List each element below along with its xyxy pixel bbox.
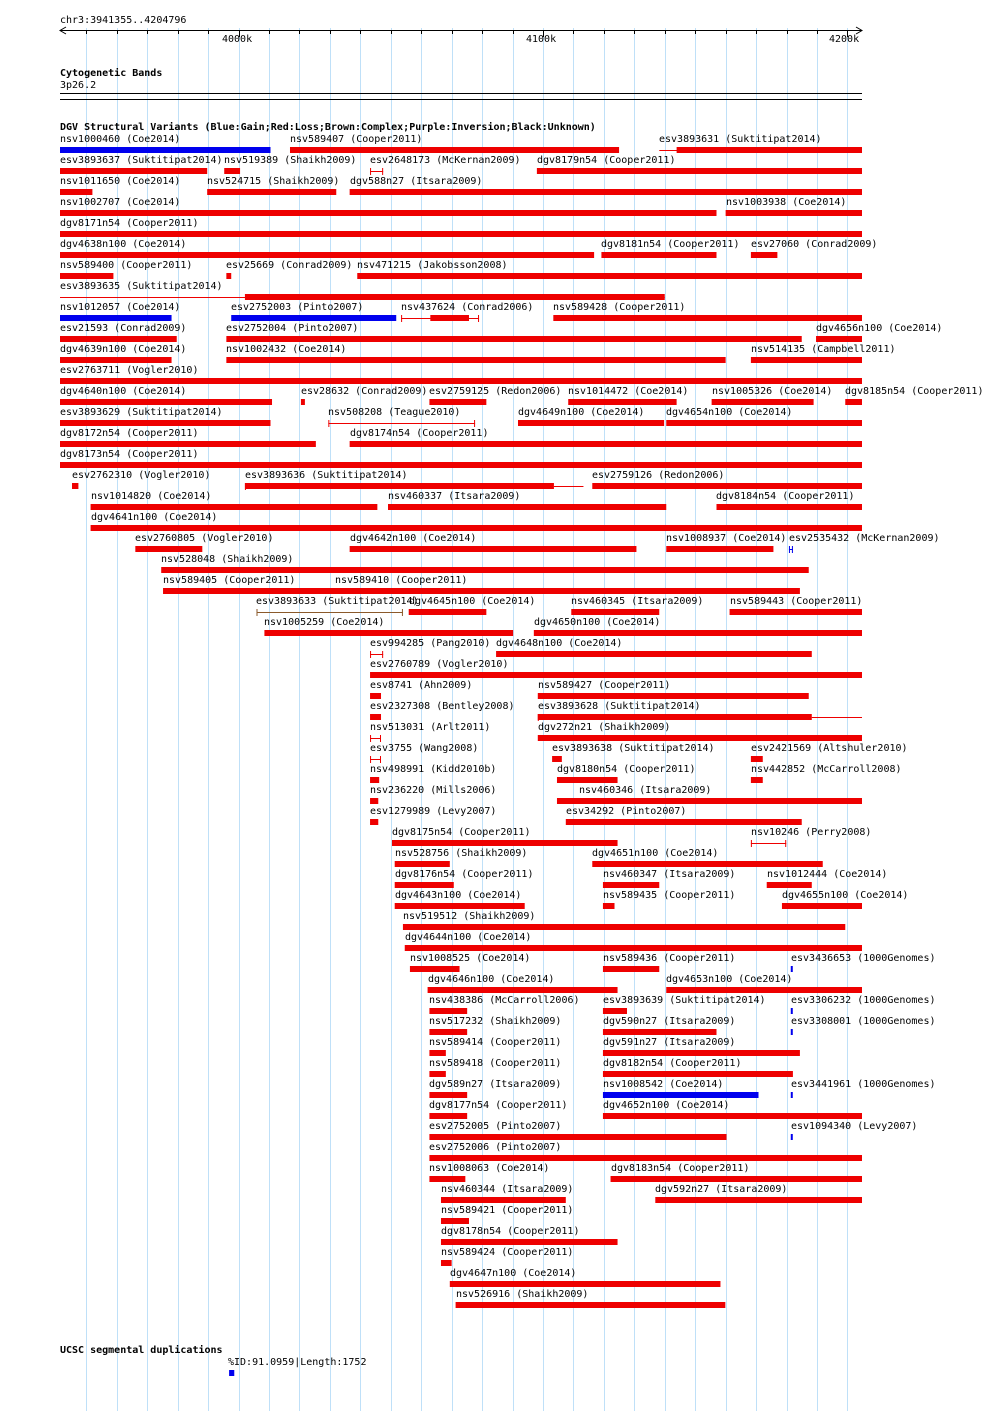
variant-label[interactable]: nsv442852 (McCarroll2008) bbox=[751, 764, 902, 775]
variant-label[interactable]: esv3308001 (1000Genomes) bbox=[791, 1016, 936, 1027]
variant-label[interactable]: dgv4645n100 (Coe2014) bbox=[409, 596, 536, 607]
variant-label[interactable]: dgv8180n54 (Cooper2011) bbox=[557, 764, 696, 775]
variant-label[interactable]: dgv8171n54 (Cooper2011) bbox=[60, 218, 199, 229]
variant-label[interactable]: nsv471215 (Jakobsson2008) bbox=[357, 260, 508, 271]
variant-label[interactable]: dgv8183n54 (Cooper2011) bbox=[611, 1163, 750, 1174]
variant-label[interactable]: nsv526916 (Shaikh2009) bbox=[456, 1289, 589, 1300]
variant-label[interactable]: nsv589421 (Cooper2011) bbox=[441, 1205, 574, 1216]
variant-label[interactable]: esv3893636 (Suktitipat2014) bbox=[245, 470, 408, 481]
variant-label[interactable]: nsv1002432 (Coe2014) bbox=[226, 344, 347, 355]
locus-label: chr3:3941355..4204796 bbox=[60, 15, 187, 26]
segdup-feature-label: %ID:91.0959|Length:1752 bbox=[228, 1357, 367, 1368]
variant-label[interactable]: dgv4638n100 (Coe2014) bbox=[60, 239, 187, 250]
variant-label[interactable]: dgv8175n54 (Cooper2011) bbox=[392, 827, 531, 838]
variant-label[interactable]: esv3436653 (1000Genomes) bbox=[791, 953, 936, 964]
variant-label[interactable]: nsv498991 (Kidd2010b) bbox=[370, 764, 497, 775]
variant-label[interactable]: esv2762310 (Vogler2010) bbox=[72, 470, 211, 481]
variant-label[interactable]: nsv589435 (Cooper2011) bbox=[603, 890, 736, 901]
variant-label[interactable]: esv3893637 (Suktitipat2014) bbox=[60, 155, 223, 166]
variant-label[interactable]: esv27060 (Conrad2009) bbox=[751, 239, 878, 250]
variant-label[interactable]: esv2648173 (McKernan2009) bbox=[370, 155, 521, 166]
variant-label[interactable]: nsv460345 (Itsara2009) bbox=[571, 596, 704, 607]
variant-label[interactable]: esv2759125 (Redon2006) bbox=[429, 386, 562, 397]
variant-label[interactable]: dgv4656n100 (Coe2014) bbox=[816, 323, 943, 334]
variant-label[interactable]: nsv513031 (Arlt2011) bbox=[370, 722, 491, 733]
variant-label[interactable]: nsv1011650 (Coe2014) bbox=[60, 176, 181, 187]
variant-label[interactable]: nsv589436 (Cooper2011) bbox=[603, 953, 736, 964]
variant-label[interactable]: esv28632 (Conrad2009) bbox=[301, 386, 428, 397]
variant-label[interactable]: nsv589428 (Cooper2011) bbox=[553, 302, 686, 313]
variant-label[interactable]: nsv437624 (Conrad2006) bbox=[401, 302, 534, 313]
variant-label[interactable]: nsv589427 (Cooper2011) bbox=[538, 680, 671, 691]
variant-label[interactable]: nsv519389 (Shaikh2009) bbox=[224, 155, 357, 166]
variant-label[interactable]: esv3893633 (Suktitipat2014) bbox=[256, 596, 419, 607]
variant-label[interactable]: esv1279989 (Levy2007) bbox=[370, 806, 497, 817]
variant-label[interactable]: dgv4644n100 (Coe2014) bbox=[405, 932, 532, 943]
variant-label[interactable]: dgv4640n100 (Coe2014) bbox=[60, 386, 187, 397]
variant-label[interactable]: nsv589443 (Cooper2011) bbox=[730, 596, 863, 607]
variant-label[interactable]: esv2760789 (Vogler2010) bbox=[370, 659, 509, 670]
variant-label[interactable]: dgv4655n100 (Coe2014) bbox=[782, 890, 909, 901]
variant-label[interactable]: dgv4648n100 (Coe2014) bbox=[496, 638, 623, 649]
variant-label[interactable]: dgv4652n100 (Coe2014) bbox=[603, 1100, 730, 1111]
variant-label[interactable]: esv3441961 (1000Genomes) bbox=[791, 1079, 936, 1090]
variant-label[interactable]: dgv592n27 (Itsara2009) bbox=[655, 1184, 788, 1195]
variant-label[interactable]: nsv460344 (Itsara2009) bbox=[441, 1184, 574, 1195]
variant-label[interactable]: esv3893638 (Suktitipat2014) bbox=[552, 743, 715, 754]
variant-label[interactable]: esv2752006 (Pinto2007) bbox=[429, 1142, 562, 1153]
variant-label[interactable]: esv2421569 (Altshuler2010) bbox=[751, 743, 908, 754]
variant-label[interactable]: dgv4642n100 (Coe2014) bbox=[350, 533, 477, 544]
variant-label[interactable]: nsv528756 (Shaikh2009) bbox=[395, 848, 528, 859]
variant-label[interactable]: nsv1008937 (Coe2014) bbox=[666, 533, 787, 544]
variant-label[interactable]: nsv508208 (Teague2010) bbox=[328, 407, 461, 418]
variant-label[interactable]: dgv588n27 (Itsara2009) bbox=[350, 176, 483, 187]
variant-label[interactable]: dgv589n27 (Itsara2009) bbox=[429, 1079, 562, 1090]
variant-label[interactable]: nsv10246 (Perry2008) bbox=[751, 827, 872, 838]
ruler-tick-label-4000k: 4000k bbox=[222, 34, 253, 45]
variant-label[interactable]: nsv1008063 (Coe2014) bbox=[429, 1163, 550, 1174]
variant-label[interactable]: dgv272n21 (Shaikh2009) bbox=[538, 722, 671, 733]
variant-label[interactable]: nsv1012444 (Coe2014) bbox=[767, 869, 888, 880]
dgv-track-title[interactable]: DGV Structural Variants (Blue:Gain;Red:Loss;Brown:Complex;Purple:Inversion;Black:Unknown) bbox=[60, 122, 596, 133]
variant-label[interactable]: dgv4646n100 (Coe2014) bbox=[428, 974, 555, 985]
variant-label[interactable]: nsv589424 (Cooper2011) bbox=[441, 1247, 574, 1258]
variant-label[interactable]: esv3893639 (Suktitipat2014) bbox=[603, 995, 766, 1006]
variant-label[interactable]: dgv8178n54 (Cooper2011) bbox=[441, 1226, 580, 1237]
variant-label[interactable]: dgv4654n100 (Coe2014) bbox=[666, 407, 793, 418]
variant-label[interactable]: esv1094340 (Levy2007) bbox=[791, 1121, 918, 1132]
variant-label[interactable]: dgv8172n54 (Cooper2011) bbox=[60, 428, 199, 439]
variant-label[interactable]: dgv8185n54 (Cooper2011) bbox=[845, 386, 983, 397]
variant-label[interactable]: dgv8179n54 (Cooper2011) bbox=[537, 155, 676, 166]
variant-label[interactable]: nsv236220 (Mills2006) bbox=[370, 785, 497, 796]
cytoband-track-title[interactable]: Cytogenetic Bands bbox=[60, 68, 163, 79]
variant-label[interactable]: nsv1005326 (Coe2014) bbox=[712, 386, 833, 397]
variant-label[interactable]: nsv517232 (Shaikh2009) bbox=[429, 1016, 562, 1027]
variant-label[interactable]: nsv589410 (Cooper2011) bbox=[335, 575, 468, 586]
segdup-track-title[interactable]: UCSC segmental duplications bbox=[60, 1345, 223, 1356]
ruler-tick-label-4200k: 4200k bbox=[829, 34, 860, 45]
variant-label[interactable]: dgv8177n54 (Cooper2011) bbox=[429, 1100, 568, 1111]
variant-label[interactable]: dgv8176n54 (Cooper2011) bbox=[395, 869, 534, 880]
variant-label[interactable]: esv2752004 (Pinto2007) bbox=[226, 323, 359, 334]
variant-label[interactable]: nsv524715 (Shaikh2009) bbox=[207, 176, 340, 187]
variant-label[interactable]: esv2535432 (McKernan2009) bbox=[789, 533, 940, 544]
variant-label[interactable]: esv3893631 (Suktitipat2014) bbox=[659, 134, 822, 145]
variant-label[interactable]: esv994285 (Pang2010) bbox=[370, 638, 491, 649]
variant-label[interactable]: nsv460346 (Itsara2009) bbox=[579, 785, 712, 796]
variant-label[interactable]: dgv4641n100 (Coe2014) bbox=[91, 512, 218, 523]
variant-label[interactable]: esv2760805 (Vogler2010) bbox=[135, 533, 274, 544]
variant-label[interactable]: nsv438386 (McCarroll2006) bbox=[429, 995, 580, 1006]
variant-label[interactable]: nsv589407 (Cooper2011) bbox=[290, 134, 423, 145]
variant-label[interactable]: dgv590n27 (Itsara2009) bbox=[603, 1016, 736, 1027]
cytoband-label: 3p26.2 bbox=[60, 80, 97, 91]
variant-label[interactable]: dgv4651n100 (Coe2014) bbox=[592, 848, 719, 859]
variant-label[interactable]: nsv1014820 (Coe2014) bbox=[91, 491, 212, 502]
variant-label[interactable]: esv3306232 (1000Genomes) bbox=[791, 995, 936, 1006]
variant-label[interactable]: nsv519512 (Shaikh2009) bbox=[403, 911, 536, 922]
variant-label[interactable]: esv34292 (Pinto2007) bbox=[566, 806, 687, 817]
variant-label[interactable]: nsv1008525 (Coe2014) bbox=[410, 953, 531, 964]
variant-label[interactable]: dgv8174n54 (Cooper2011) bbox=[350, 428, 489, 439]
variant-label[interactable]: dgv4639n100 (Coe2014) bbox=[60, 344, 187, 355]
variant-label[interactable]: nsv589400 (Cooper2011) bbox=[60, 260, 193, 271]
variant-label[interactable]: esv3893629 (Suktitipat2014) bbox=[60, 407, 223, 418]
variant-label[interactable]: nsv1008542 (Coe2014) bbox=[603, 1079, 724, 1090]
variant-label[interactable]: nsv1012057 (Coe2014) bbox=[60, 302, 181, 313]
variant-label[interactable]: nsv589414 (Cooper2011) bbox=[429, 1037, 562, 1048]
variant-label[interactable]: esv3893635 (Suktitipat2014) bbox=[60, 281, 223, 292]
variant-label[interactable]: dgv4653n100 (Coe2014) bbox=[666, 974, 793, 985]
ruler-tick-label-4100k: 4100k bbox=[526, 34, 557, 45]
variant-label[interactable]: dgv591n27 (Itsara2009) bbox=[603, 1037, 736, 1048]
variant-label[interactable]: esv8741 (Ahn2009) bbox=[370, 680, 473, 691]
variant-label[interactable]: esv2752003 (Pinto2007) bbox=[231, 302, 364, 313]
variant-label[interactable]: dgv8181n54 (Cooper2011) bbox=[601, 239, 740, 250]
variant-label[interactable]: dgv4647n100 (Coe2014) bbox=[450, 1268, 577, 1279]
variant-label[interactable]: nsv1003938 (Coe2014) bbox=[726, 197, 847, 208]
variant-label[interactable]: nsv589418 (Cooper2011) bbox=[429, 1058, 562, 1069]
variant-label[interactable]: esv2759126 (Redon2006) bbox=[592, 470, 725, 481]
variant-label[interactable]: esv3755 (Wang2008) bbox=[370, 743, 479, 754]
variant-label[interactable]: dgv4649n100 (Coe2014) bbox=[518, 407, 645, 418]
variant-label[interactable]: dgv4643n100 (Coe2014) bbox=[395, 890, 522, 901]
variant-label[interactable]: nsv514135 (Campbell2011) bbox=[751, 344, 896, 355]
variant-label[interactable]: esv2763711 (Vogler2010) bbox=[60, 365, 199, 376]
variant-label[interactable]: nsv1002707 (Coe2014) bbox=[60, 197, 181, 208]
variant-label[interactable]: esv21593 (Conrad2009) bbox=[60, 323, 187, 334]
variant-label[interactable]: dgv8184n54 (Cooper2011) bbox=[716, 491, 855, 502]
variant-label[interactable]: nsv460347 (Itsara2009) bbox=[603, 869, 736, 880]
variant-label[interactable]: nsv1000460 (Coe2014) bbox=[60, 134, 181, 145]
variant-label[interactable]: esv3893628 (Suktitipat2014) bbox=[538, 701, 701, 712]
variant-label[interactable]: nsv1005259 (Coe2014) bbox=[264, 617, 385, 628]
variant-label[interactable]: dgv8182n54 (Cooper2011) bbox=[603, 1058, 742, 1069]
variant-label[interactable]: nsv460337 (Itsara2009) bbox=[388, 491, 521, 502]
variant-label[interactable]: dgv4650n100 (Coe2014) bbox=[534, 617, 661, 628]
variant-label[interactable]: dgv8173n54 (Cooper2011) bbox=[60, 449, 199, 460]
variant-label[interactable]: nsv589405 (Cooper2011) bbox=[163, 575, 296, 586]
variant-label[interactable]: esv25669 (Conrad2009) bbox=[226, 260, 353, 271]
variant-label[interactable]: nsv528048 (Shaikh2009) bbox=[161, 554, 294, 565]
variant-label[interactable]: esv2327308 (Bentley2008) bbox=[370, 701, 515, 712]
variant-label[interactable]: nsv1014472 (Coe2014) bbox=[568, 386, 689, 397]
variant-label[interactable]: esv2752005 (Pinto2007) bbox=[429, 1121, 562, 1132]
